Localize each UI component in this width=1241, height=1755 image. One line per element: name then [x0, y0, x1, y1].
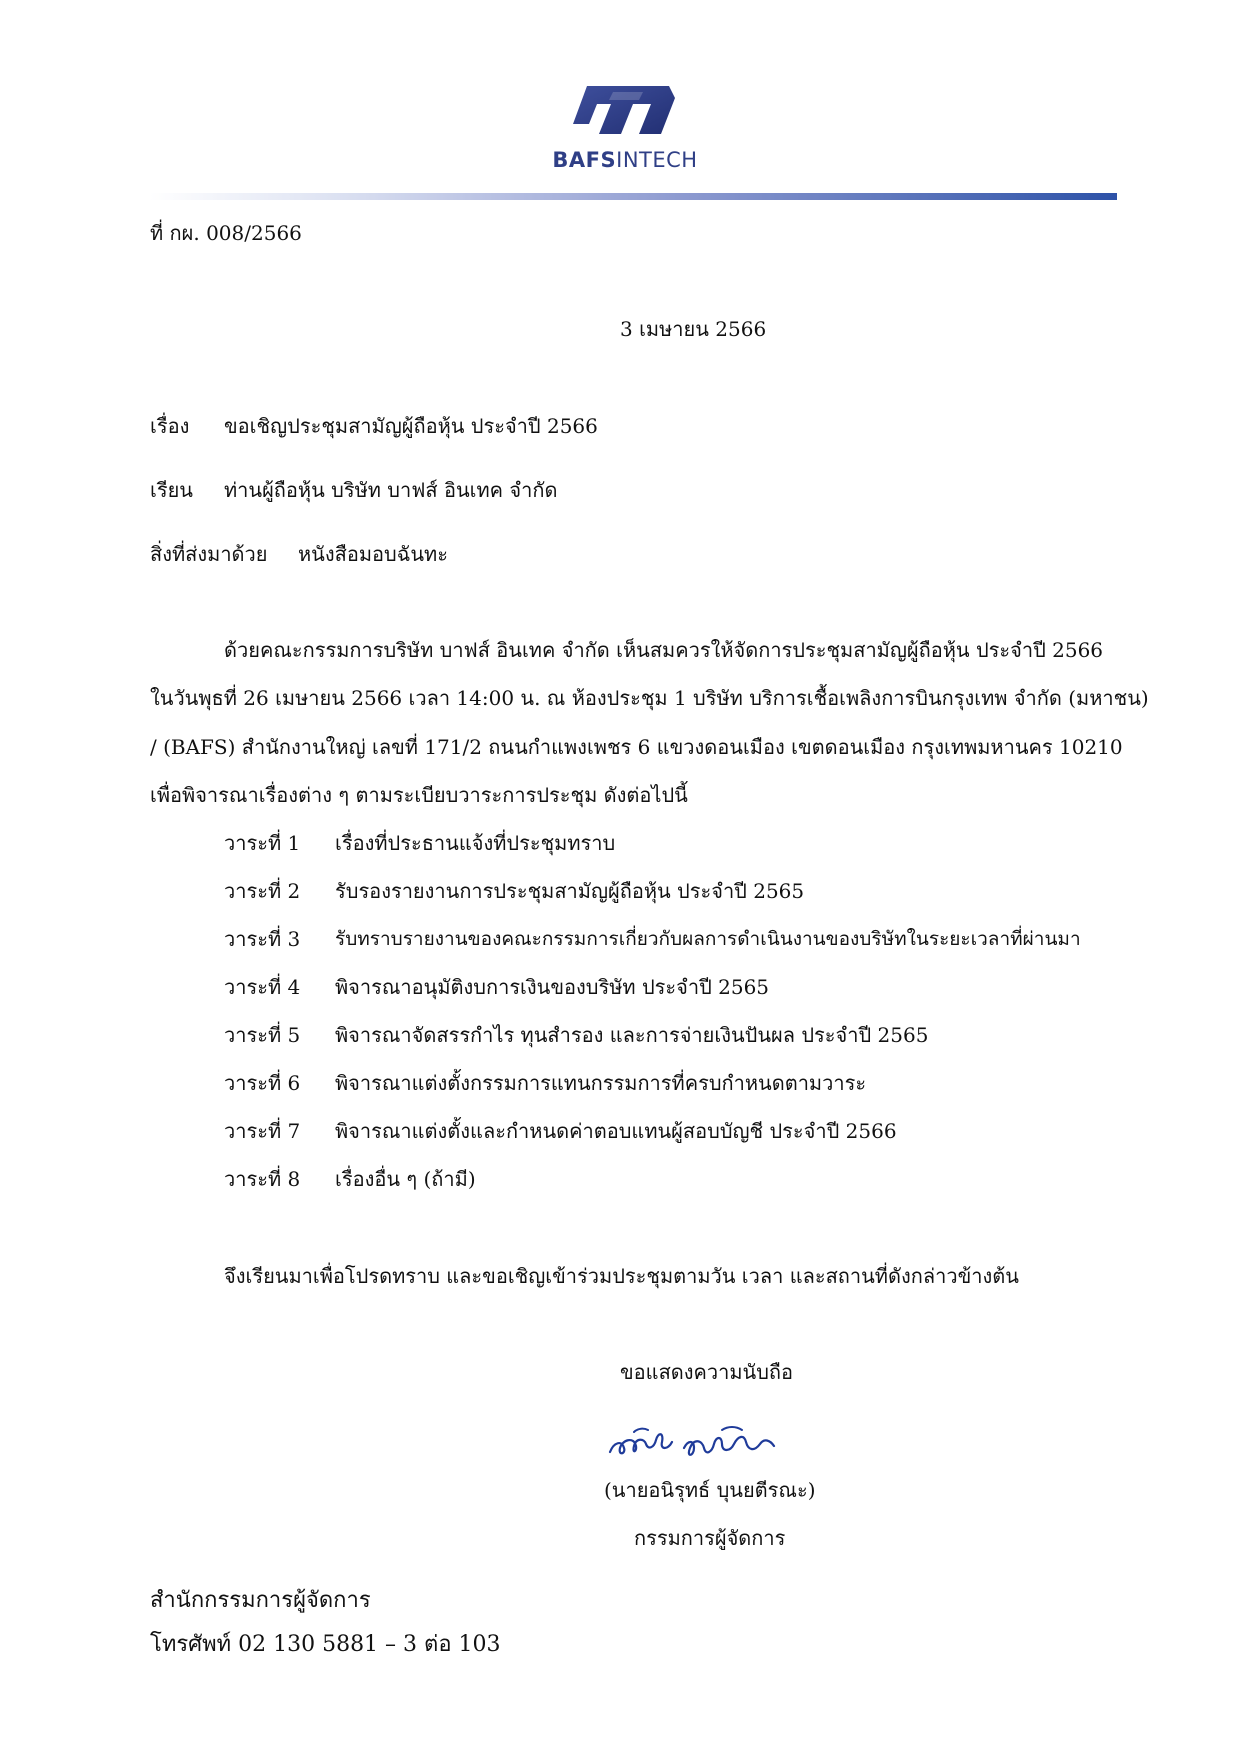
agenda-item: พิจารณาแต่งตั้งกรรมการแทนกรรมการที่ครบกำหนดตามวาระ: [335, 1071, 867, 1095]
recipient-text: ท่านผู้ถือหุ้น บริษัท บาฟส์ อินเทค จำกัด: [224, 478, 558, 502]
body-line: ในวันพุธที่ 26 เมษายน 2566 เวลา 14:00 น. ณ ห้องประชุม 1 บริษัท บริการเชื้อเพลิงการบินกรุงเทพ จำกัด (มหาชน): [150, 686, 1149, 710]
agenda-item: พิจารณาจัดสรรกำไร ทุนสำรอง และการจ่ายเงินปันผล ประจำปี 2565: [335, 1023, 929, 1047]
agenda-number: วาระที่ 2: [224, 879, 301, 903]
recipient-label: เรียน: [150, 478, 193, 502]
agenda-item: รับทราบรายงานของคณะกรรมการเกี่ยวกับผลการดำเนินงานของบริษัทในระยะเวลาที่ผ่านมา: [335, 928, 1081, 950]
body-line: ด้วยคณะกรรมการบริษัท บาฟส์ อินเทค จำกัด เห็นสมควรให้จัดการประชุมสามัญผู้ถือหุ้น ประจำปี 2566: [224, 638, 1104, 662]
body-line: / (BAFS) สำนักงานใหญ่ เลขที่ 171/2 ถนนกำแพงเพชร 6 แขวงดอนเมือง เขตดอนเมือง กรุงเทพมหานคร 10210: [150, 735, 1123, 759]
signer-name: (นายอนิรุทธ์ บุนยตีรณะ): [604, 1478, 816, 1502]
enclosure-label: สิ่งที่ส่งมาด้วย: [150, 542, 268, 566]
agenda-item: เรื่องที่ประธานแจ้งที่ประชุมทราบ: [335, 831, 616, 855]
agenda-number: วาระที่ 4: [224, 975, 301, 999]
subject-text: ขอเชิญประชุมสามัญผู้ถือหุ้น ประจำปี 2566: [224, 414, 598, 438]
brand-bold: BAFS: [552, 148, 617, 172]
agenda-item: พิจารณาแต่งตั้งและกำหนดค่าตอบแทนผู้สอบบัญชี ประจำปี 2566: [335, 1119, 897, 1143]
handwritten-signature-icon: [604, 1418, 784, 1466]
agenda-number: วาระที่ 1: [224, 831, 301, 855]
agenda-number: วาระที่ 7: [224, 1119, 301, 1143]
closing-salutation: ขอแสดงความนับถือ: [620, 1360, 794, 1384]
closing-paragraph: จึงเรียนมาเพื่อโปรดทราบ และขอเชิญเข้าร่วมประชุมตามวัน เวลา และสถานที่ดังกล่าวข้างต้น: [224, 1264, 1019, 1288]
company-logo-icon: [573, 84, 675, 136]
agenda-item: รับรองรายงานการประชุมสามัญผู้ถือหุ้น ประจำปี 2565: [335, 879, 805, 903]
subject-label: เรื่อง: [150, 414, 190, 438]
office-phone: โทรศัพท์ 02 130 5881 – 3 ต่อ 103: [150, 1632, 501, 1657]
agenda-number: วาระที่ 5: [224, 1023, 301, 1047]
header-rule: [150, 193, 1117, 200]
letter-date: 3 เมษายน 2566: [620, 317, 767, 341]
agenda-item: เรื่องอื่น ๆ (ถ้ามี): [335, 1167, 476, 1191]
signer-title: กรรมการผู้จัดการ: [634, 1526, 786, 1550]
agenda-item: พิจารณาอนุมัติงบการเงินของบริษัท ประจำปี 2565: [335, 975, 770, 999]
reference-number: ที่ กผ. 008/2566: [150, 221, 302, 245]
enclosure-text: หนังสือมอบฉันทะ: [298, 542, 448, 566]
agenda-number: วาระที่ 8: [224, 1167, 301, 1191]
body-line: เพื่อพิจารณาเรื่องต่าง ๆ ตามระเบียบวาระการประชุม ดังต่อไปนี้: [150, 783, 688, 807]
brand-wordmark: [540, 148, 710, 172]
brand-light: INTECH: [616, 148, 698, 172]
office-name: สำนักกรรมการผู้จัดการ: [150, 1588, 371, 1613]
agenda-number: วาระที่ 3: [224, 927, 301, 951]
agenda-number: วาระที่ 6: [224, 1071, 301, 1095]
